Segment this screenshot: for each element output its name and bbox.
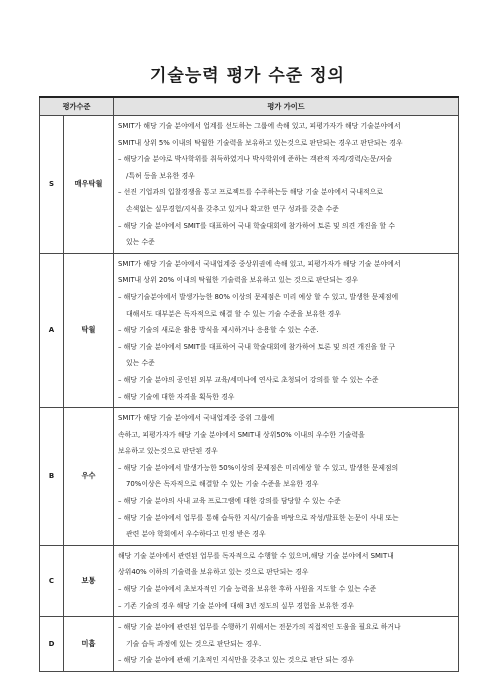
level-code: C — [40, 545, 64, 616]
level-name: 탁월 — [64, 253, 114, 407]
table-row — [40, 545, 459, 616]
description-line: – 해당 기술 분야에서 발생가능한 50%이상의 문제점은 미리예상 할 수 있고, 발생한 문제점의 — [118, 463, 399, 472]
level-name: 미흡 — [64, 617, 114, 672]
level-name: 우수 — [64, 408, 114, 546]
description-line: 대해서도 대부분은 독자적으로 해결 할 수 있는 기술 수준을 보유한 경우 — [126, 309, 341, 318]
description-line: SMIT내 상위 5% 이내의 탁월한 기술력을 보유하고 있는것으로 판단되는 경우고 판단되는 경우 — [118, 138, 403, 147]
description-line: – 해당기술 분야로 박사학위를 취득하였거나 박사학위에 준하는 객관적 자격/경력/논문/저술 — [118, 155, 393, 164]
level-code: S — [40, 116, 64, 254]
description-line: 보유하고 있는것으로 판단된 경우 — [118, 447, 218, 456]
description-line: 손색없는 실무경험/지식을 갖추고 있거나 확고한 연구 성과를 갖춘 수준 — [126, 204, 339, 213]
level-description — [114, 617, 459, 672]
evaluation-level-table — [39, 96, 459, 672]
description-line: SMIT가 해당 기술 분야에서 국내업계중 중위 그룹에 — [118, 414, 275, 423]
description-line: 있는 수준 — [126, 238, 155, 247]
level-code: A — [40, 253, 64, 407]
description-line: 해당 기술 분야에서 관련된 업무를 독자적으로 수행할 수 있으며,해당 기술 분야에서 SMIT내 — [118, 551, 394, 560]
level-description — [114, 116, 459, 254]
description-line: 있는 수준 — [126, 359, 155, 368]
description-line: – 기존 기술의 경우 해당 기술 분야에 대해 3년 정도의 실무 경험을 보유한 경우 — [118, 601, 354, 610]
description-line: SMIT내 상위 20% 이내의 탁월한 기술력을 보유하고 있는 것으로 판단되는 경우 — [118, 276, 359, 285]
table-row — [40, 617, 459, 672]
level-description — [114, 545, 459, 616]
description-line: SMIT가 해당 기술 분야에서 업계를 선도하는 그룹에 속해 있고, 피평가자가 해당 기술분야에서 — [118, 122, 401, 130]
description-line: 속하고, 피평가자가 해당 기술 분야에서 SMIT내 상위50% 이내의 우수한 기술력을 — [118, 430, 365, 439]
level-name: 매우탁월 — [64, 116, 114, 254]
description-line: – 선진 기업과의 입찰경쟁을 통고 프로젝트를 수주하는등 해당 기술 분야에서 국내적으로 — [118, 188, 383, 197]
description-line: /특허 등을 보유한 경우 — [126, 171, 195, 180]
description-line: – 해당 기술의 새로운 활용 방식을 제시하거나 응용할 수 있는 수준. — [118, 326, 319, 335]
level-code: D — [40, 617, 64, 672]
level-name: 보통 — [64, 545, 114, 616]
description-line: SMIT가 해당 기술 분야에서 국내업계중 중상위권에 속해 있고, 피평가자가 해당 기술 분야에서 — [118, 259, 401, 268]
description-line: 관련 분야 학회에서 우수하다고 인정 받은 경우 — [126, 530, 266, 539]
description-line: – 해당 기술 분야에 관련된 업무를 수행하기 위해서는 전문가의 직접적인 도움을 필요로 하거나 — [118, 623, 401, 632]
level-code: B — [40, 408, 64, 546]
description-line: – 해당 기술에 대한 자격을 획득한 경우 — [118, 392, 235, 401]
description-line: – 해당 기술 분야에서 초보자적인 기술 능력을 보유한 후하 사원을 지도할 수 있는 수준 — [118, 585, 377, 594]
table-header-row — [40, 97, 459, 116]
header-evaluation-level: 평가수준 — [40, 97, 114, 116]
table-row — [40, 408, 459, 546]
description-line: 기술 습득 과정에 있는 것으로 판단되는 경우. — [126, 639, 262, 648]
level-description — [114, 408, 459, 546]
level-description — [114, 253, 459, 407]
header-evaluation-guide: 평가 가이드 — [114, 97, 459, 116]
table-row — [40, 253, 459, 407]
description-line: 상위40% 이하의 기술력을 보유하고 있는 것으로 판단되는 경우 — [118, 568, 309, 577]
table-row — [40, 116, 459, 254]
description-line: – 해당 기술 분야의 사내 교육 프로그램에 대한 강의를 담당할 수 있는 수준 — [118, 497, 341, 506]
description-line: – 해당 기술 분야에서 업무를 통해 습득한 지식/기술을 바탕으로 작성/발표한 논문이 사내 또는 — [118, 513, 399, 522]
description-line: – 해당기술분야에서 발생가능한 80% 이상의 문제점은 미리 예상 할 수 있고, 발생한 문제점에 — [118, 292, 399, 301]
description-line: 70%이상은 독자적으로 해결할 수 있는 기술 수준을 보유한 경우 — [126, 480, 319, 489]
document-title: 기술능력 평가 수준 정의 — [150, 66, 345, 86]
description-line: – 해당 기술 분야의 공인된 외부 교육/세미나에 연사로 초청되어 강의를 할 수 있는 수준 — [118, 375, 379, 384]
description-line: – 해당 기술 분야에 관해 기초적인 지식만을 갖추고 있는 것으로 판단 되는 경우 — [118, 656, 355, 665]
description-line: – 해당 기술 분야에서 SMIT를 대표하여 국내 학술대회에 참가하여 토론 및 의견 개진을 할 구 — [118, 342, 395, 351]
description-line: – 해당 기술 분야에서 SMIT를 대표하여 국내 학술대회에 참가하여 토론 및 의견 개진을 할 수 — [118, 221, 395, 230]
